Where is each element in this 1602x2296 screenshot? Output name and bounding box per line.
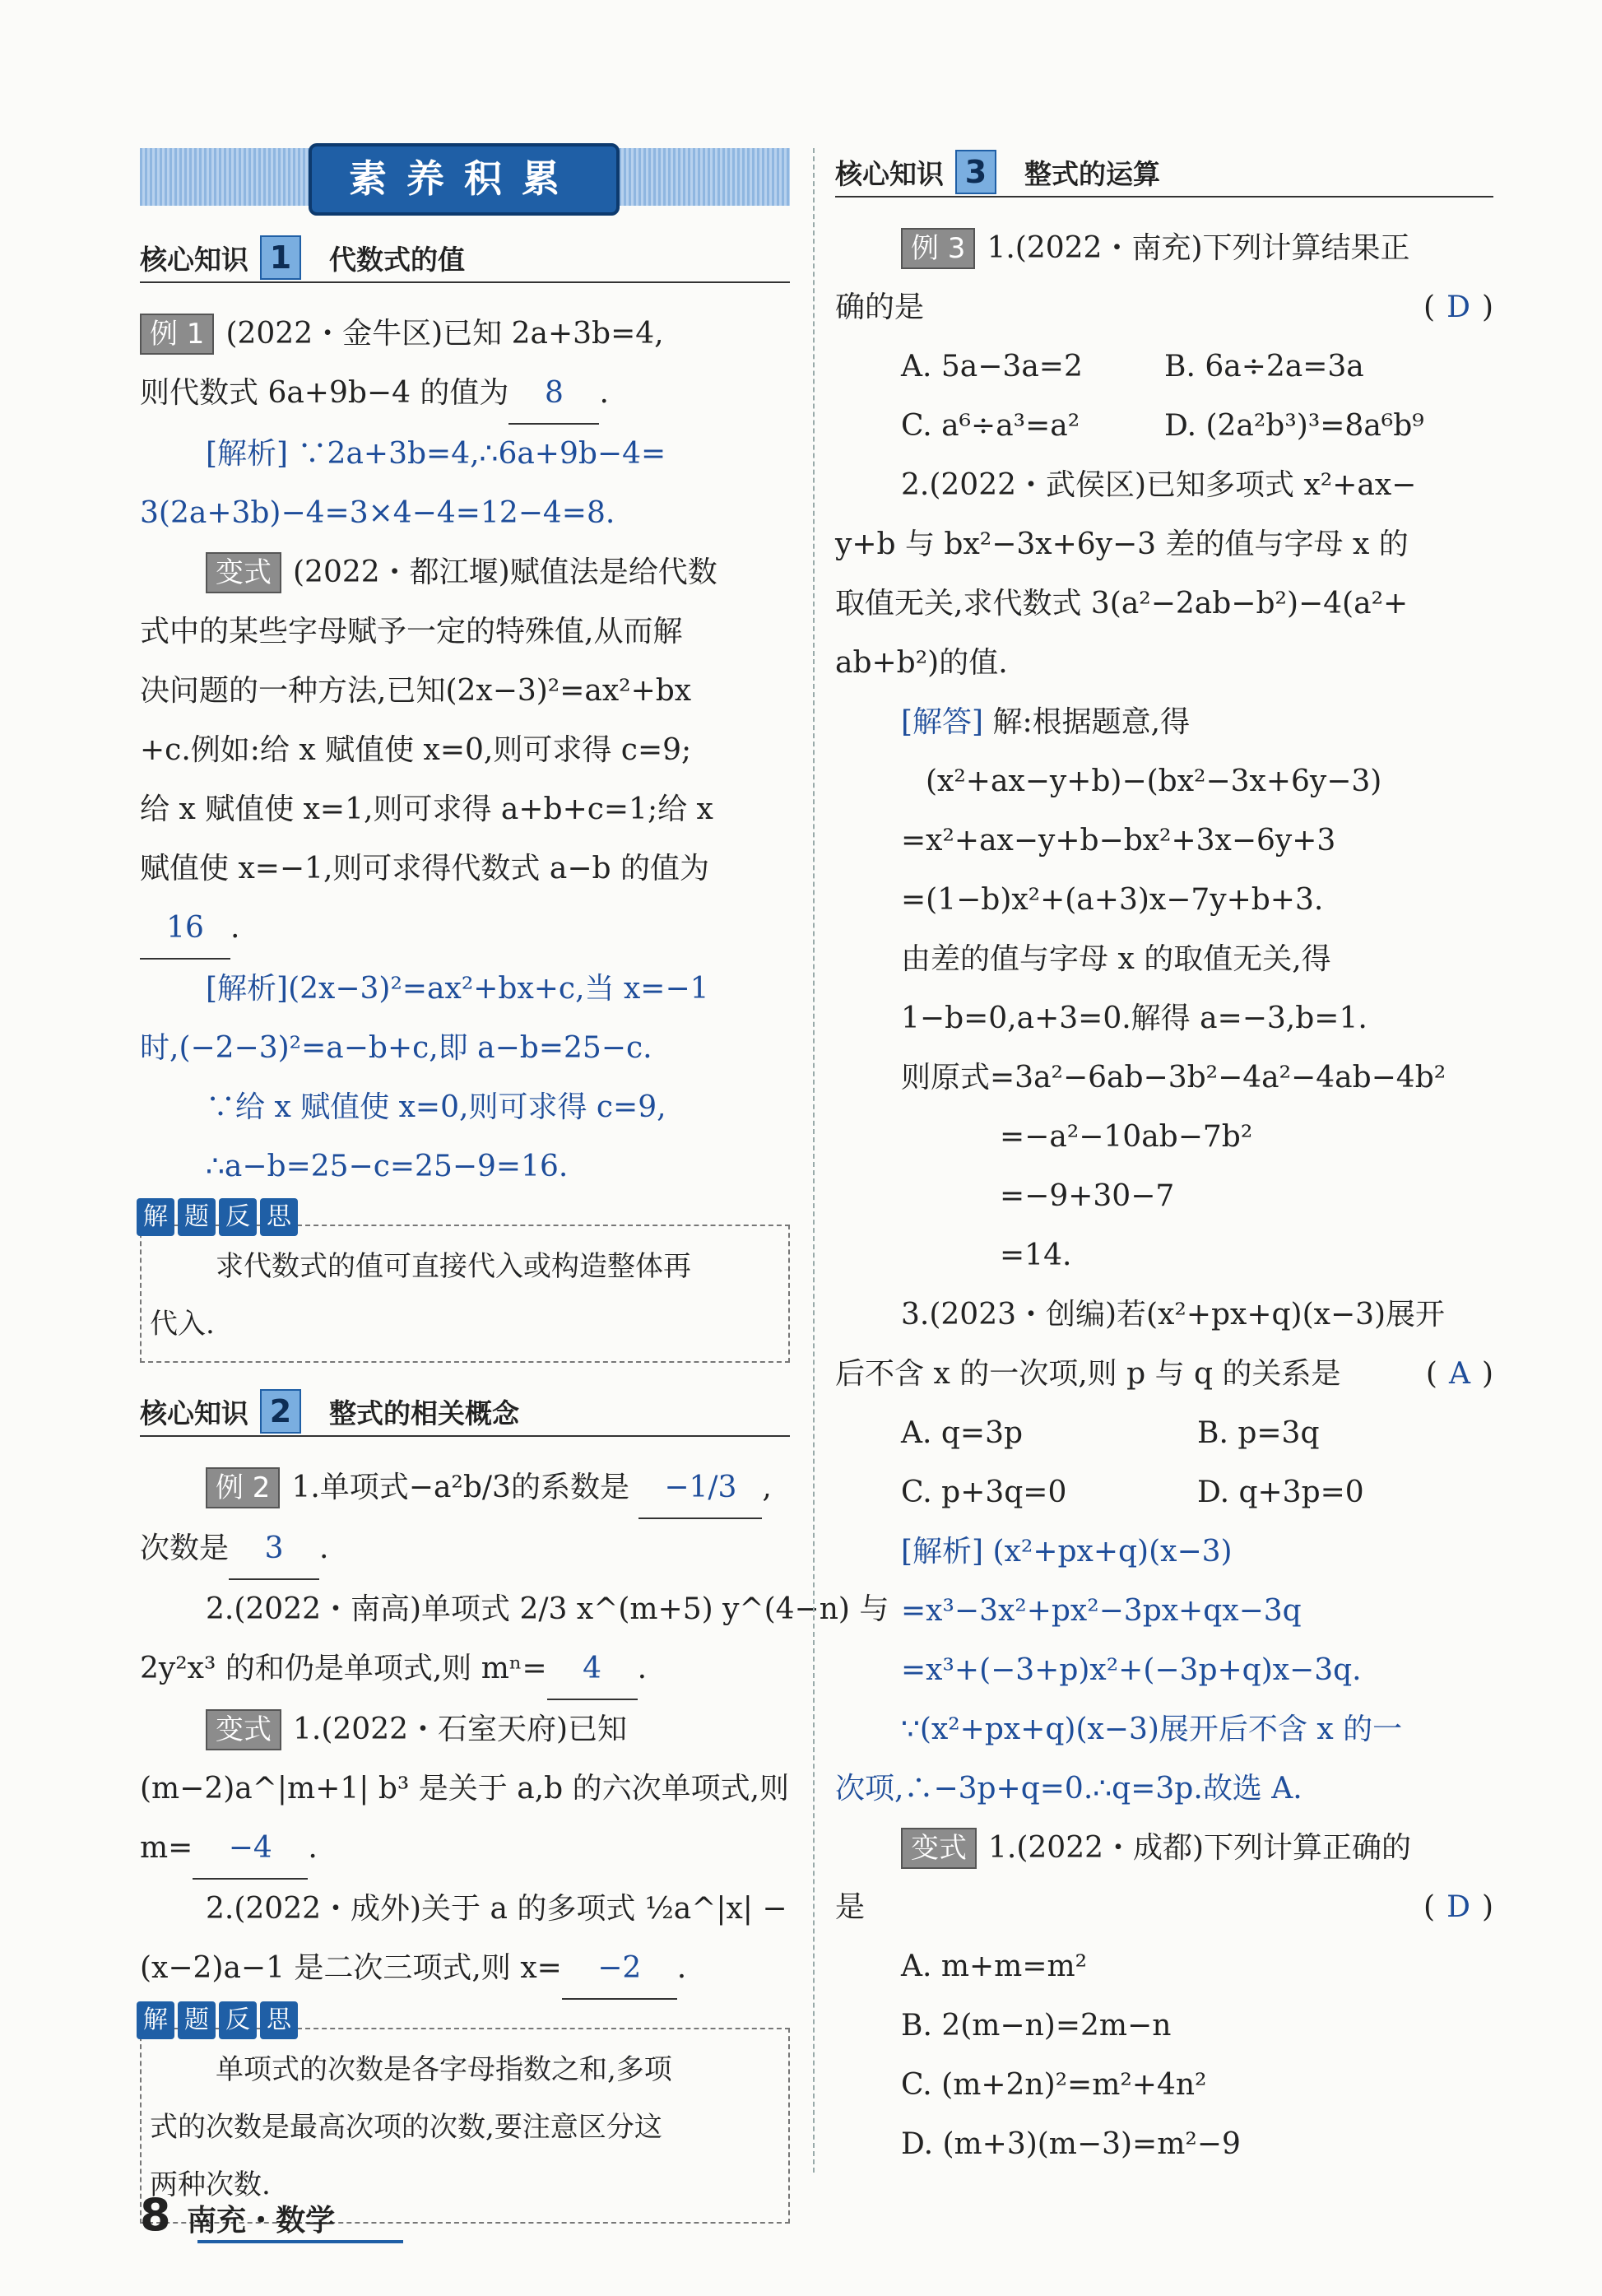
example-tag: 例 3 xyxy=(901,228,975,269)
variant-line xyxy=(140,1700,790,1759)
answer-line: 16 . xyxy=(140,899,790,960)
variant-line xyxy=(140,543,790,602)
solution-line: 由差的值与字母 x 的取值无关,得 xyxy=(901,942,1331,976)
text-line: 2.(2022・南高)单项式 2/3 x^(m+5) y^(4−n) 与 xyxy=(206,1592,889,1626)
answer-paren: ( A ) xyxy=(1425,1357,1493,1391)
answer-blank: −2 xyxy=(562,1939,677,2000)
solution-line: =−9+30−7 xyxy=(1000,1179,1175,1213)
text: (2022・都江堰)赋值法是给代数 xyxy=(293,555,717,589)
reflection-box xyxy=(140,1202,790,1363)
variant-tag: 变式 xyxy=(206,552,281,593)
text: 解:根据题意,得 xyxy=(992,705,1191,739)
text: 1.(2022・石室天府)已知 xyxy=(293,1713,628,1746)
banner xyxy=(140,148,790,206)
options-row xyxy=(835,397,1493,456)
text: 则代数式 6a+9b−4 的值为 xyxy=(140,376,509,410)
text: 确的是 xyxy=(835,290,925,324)
text: 后不含 x 的一次项,则 p 与 q 的关系是 xyxy=(835,1357,1341,1391)
tag-char: 解 xyxy=(137,1198,174,1236)
tag-char: 题 xyxy=(178,1198,216,1236)
example-1-line-2: 则代数式 6a+9b−4 的值为 8 . xyxy=(140,364,790,425)
analysis-line: ∵给 x 赋值使 x=0,则可求得 c=9, xyxy=(206,1090,666,1124)
text: 次数是 xyxy=(140,1531,230,1565)
option-d: D. q+3p=0 xyxy=(1197,1476,1364,1509)
text: (2x−3)²=ax²+bx+c,当 x=−1 xyxy=(288,972,709,1006)
section-title: 整式的相关概念 xyxy=(329,1397,519,1429)
text-line: (m−2)a^|m+1| b³ 是关于 a,b 的六次单项式,则 xyxy=(140,1772,790,1806)
analysis-tag: [解析] xyxy=(901,1535,984,1569)
option-c: C. p+3q=0 xyxy=(901,1476,1067,1509)
section-label: 核心知识 xyxy=(835,157,944,190)
text: 是 xyxy=(835,1890,866,1924)
text-line: 决问题的一种方法,已知(2x−3)²=ax²+bx xyxy=(140,674,692,708)
text-line: 2.(2022・成外)关于 a 的多项式 ½a^|x| − xyxy=(206,1892,787,1926)
variant-tag: 变式 xyxy=(901,1828,977,1869)
section-title: 代数式的值 xyxy=(329,243,465,276)
section-title: 整式的运算 xyxy=(1024,157,1160,190)
option-c: C. (m+2n)²=m²+4n² xyxy=(901,2068,1207,2102)
option-a: A. q=3p xyxy=(901,1416,1024,1450)
section-label: 核心知识 xyxy=(140,1397,248,1429)
option-d: D. (2a²b³)³=8a⁶b⁹ xyxy=(1164,409,1424,443)
text-line: +c.例如:给 x 赋值使 x=0,则可求得 c=9; xyxy=(140,733,692,767)
variant-tag: 变式 xyxy=(206,1709,281,1750)
option-d: D. (m+3)(m−3)=m²−9 xyxy=(901,2127,1241,2161)
analysis-line: =x³−3x²+px²−3px+qx−3q xyxy=(901,1594,1302,1628)
solution-tag: [解答] xyxy=(901,705,984,739)
options-row xyxy=(835,337,1493,397)
analysis-tag: [解析] xyxy=(206,437,289,471)
answer-blank: 8 xyxy=(508,364,599,425)
variant-line xyxy=(835,1819,1493,1878)
tag-char: 反 xyxy=(219,1198,257,1236)
analysis-line xyxy=(835,1522,1493,1582)
answer-paren: ( D ) xyxy=(1423,290,1493,324)
text: 2y²x³ 的和仍是单项式,则 mⁿ= xyxy=(140,1652,547,1685)
footer-rule xyxy=(197,2240,403,2243)
text: (x²+px+q)(x−3) xyxy=(992,1535,1233,1569)
answer-blank: −4 xyxy=(193,1819,308,1880)
option-a: A. 5a−3a=2 xyxy=(901,350,1083,383)
solution-line: =x²+ax−y+b−bx²+3x−6y+3 xyxy=(901,824,1336,858)
page-footer xyxy=(140,2189,335,2241)
text-line: 式的次数是最高次项的次数,要注意区分这 xyxy=(150,2111,662,2144)
answer-paren: ( D ) xyxy=(1423,1890,1493,1924)
text-line: 取值无关,求代数式 3(a²−2ab−b²)−4(a²+ xyxy=(835,587,1409,620)
options-row xyxy=(835,1463,1493,1522)
section-number: 2 xyxy=(260,1389,301,1434)
solution-line: (x²+ax−y+b)−(bx²−3x+6y−3) xyxy=(926,765,1382,798)
text: 1.单项式−a²b/3的系数是 xyxy=(291,1471,629,1504)
section-header-2 xyxy=(140,1387,790,1437)
column-divider xyxy=(813,148,815,2173)
analysis-line xyxy=(140,960,790,1019)
section-header-3 xyxy=(835,148,1493,198)
text: 1.(2022・成都)下列计算正确的 xyxy=(988,1831,1412,1865)
answer-blank: 16 xyxy=(140,899,230,960)
option-b: B. 6a÷2a=3a xyxy=(1164,350,1364,383)
example-3-line-2 xyxy=(835,278,1493,337)
answer: A xyxy=(1448,1357,1470,1391)
example-tag: 例 2 xyxy=(206,1467,280,1508)
text-line: 2y²x³ 的和仍是单项式,则 mⁿ= 4 . xyxy=(140,1639,790,1700)
page-number: 8 xyxy=(140,2189,171,2241)
analysis-line: 次项,∴−3p+q=0.∴q=3p.故选 A. xyxy=(835,1772,1302,1806)
text-line: 2.(2022・武侯区)已知多项式 x²+ax− xyxy=(901,468,1417,502)
right-column xyxy=(835,148,1493,2174)
reflection-tag xyxy=(137,1198,298,1236)
answer-blank: 4 xyxy=(547,1639,638,1700)
option-b: B. p=3q xyxy=(1197,1416,1320,1450)
banner-title: 素养积累 xyxy=(309,143,620,216)
analysis-line: ∵(x²+px+q)(x−3)展开后不含 x 的一 xyxy=(901,1713,1403,1746)
text-line: 赋值使 x=−1,则可求得代数式 a−b 的值为 xyxy=(140,852,709,885)
text-line: 式中的某些字母赋予一定的特殊值,从而解 xyxy=(140,615,683,648)
section-label: 核心知识 xyxy=(140,243,248,276)
text: 1.(2022・南充)下列计算结果正 xyxy=(987,231,1410,265)
text-line: 3.(2023・创编)若(x²+px+q)(x−3)展开 xyxy=(901,1298,1446,1332)
section-header-1 xyxy=(140,234,790,283)
option-a: A. m+m=m² xyxy=(901,1950,1088,1983)
solution-line: 1−b=0,a+3=0.解得 a=−3,b=1. xyxy=(901,1002,1368,1035)
solution-line: =(1−b)x²+(a+3)x−7y+b+3. xyxy=(901,883,1324,917)
tag-char: 思 xyxy=(260,1198,298,1236)
text-line: 两种次数. xyxy=(150,2168,271,2201)
example-1-line-1 xyxy=(140,304,790,364)
book-name: 南充・数学 xyxy=(187,2204,336,2238)
text-line: m= −4 . xyxy=(140,1819,790,1880)
analysis-line xyxy=(140,425,790,484)
tag-char: 思 xyxy=(260,2001,298,2039)
option-b: B. 2(m−n)=2m−n xyxy=(901,2009,1172,2043)
answer-blank: 3 xyxy=(229,1519,319,1580)
answer: D xyxy=(1446,290,1470,324)
solution-line: 则原式=3a²−6ab−3b²−4a²−4ab−4b² xyxy=(901,1061,1446,1095)
options-row xyxy=(835,1404,1493,1463)
example-2-line-1: 例 2 1.单项式−a²b/3的系数是 −1/3 , xyxy=(140,1458,790,1519)
text: (x−2)a−1 是二次三项式,则 x= xyxy=(140,1951,562,1985)
analysis-tag: [解析] xyxy=(206,972,289,1006)
text-line: 求代数式的值可直接代入或构造整体再 xyxy=(216,1250,691,1283)
reflection-tag xyxy=(137,2001,298,2039)
example-tag: 例 1 xyxy=(140,314,214,355)
example-3-line-1 xyxy=(835,219,1493,278)
text: m= xyxy=(140,1831,193,1865)
tag-char: 解 xyxy=(137,2001,174,2039)
text-line: 代入. xyxy=(150,1308,215,1341)
text-line: 给 x 赋值使 x=1,则可求得 a+b+c=1;给 x xyxy=(140,792,713,826)
text-line xyxy=(835,1345,1493,1404)
section-number: 1 xyxy=(260,235,301,280)
tag-char: 反 xyxy=(219,2001,257,2039)
text-line xyxy=(835,1878,1493,1937)
solution-head xyxy=(835,693,1493,752)
text: ∵2a+3b=4,∴6a+9b−4= xyxy=(297,437,666,471)
section-number: 3 xyxy=(955,150,996,194)
option-c: C. a⁶÷a³=a² xyxy=(901,409,1080,443)
tag-char: 题 xyxy=(178,2001,216,2039)
analysis-line xyxy=(140,484,790,543)
text-line: (x−2)a−1 是二次三项式,则 x= −2 . xyxy=(140,1939,790,2000)
answer-blank: −1/3 xyxy=(638,1458,762,1519)
analysis-line: 时,(−2−3)²=a−b+c,即 a−b=25−c. xyxy=(140,1031,652,1065)
text-line: y+b 与 bx²−3x+6y−3 差的值与字母 x 的 xyxy=(835,528,1409,561)
example-2-line-2: 次数是 3 . xyxy=(140,1519,790,1580)
answer: D xyxy=(1446,1890,1470,1924)
text: 3(2a+3b)−4=3×4−4=12−4=8. xyxy=(140,496,615,530)
text-line: 单项式的次数是各字母指数之和,多项 xyxy=(216,2053,672,2086)
solution-line: =−a²−10ab−7b² xyxy=(1000,1120,1253,1154)
solution-line: =14. xyxy=(1000,1239,1072,1272)
text-line: ab+b²)的值. xyxy=(835,646,1008,680)
analysis-line: ∴a−b=25−c=25−9=16. xyxy=(206,1150,569,1183)
text: (2022・金牛区)已知 2a+3b=4, xyxy=(225,317,664,351)
analysis-line: =x³+(−3+p)x²+(−3p+q)x−3q. xyxy=(901,1653,1362,1687)
